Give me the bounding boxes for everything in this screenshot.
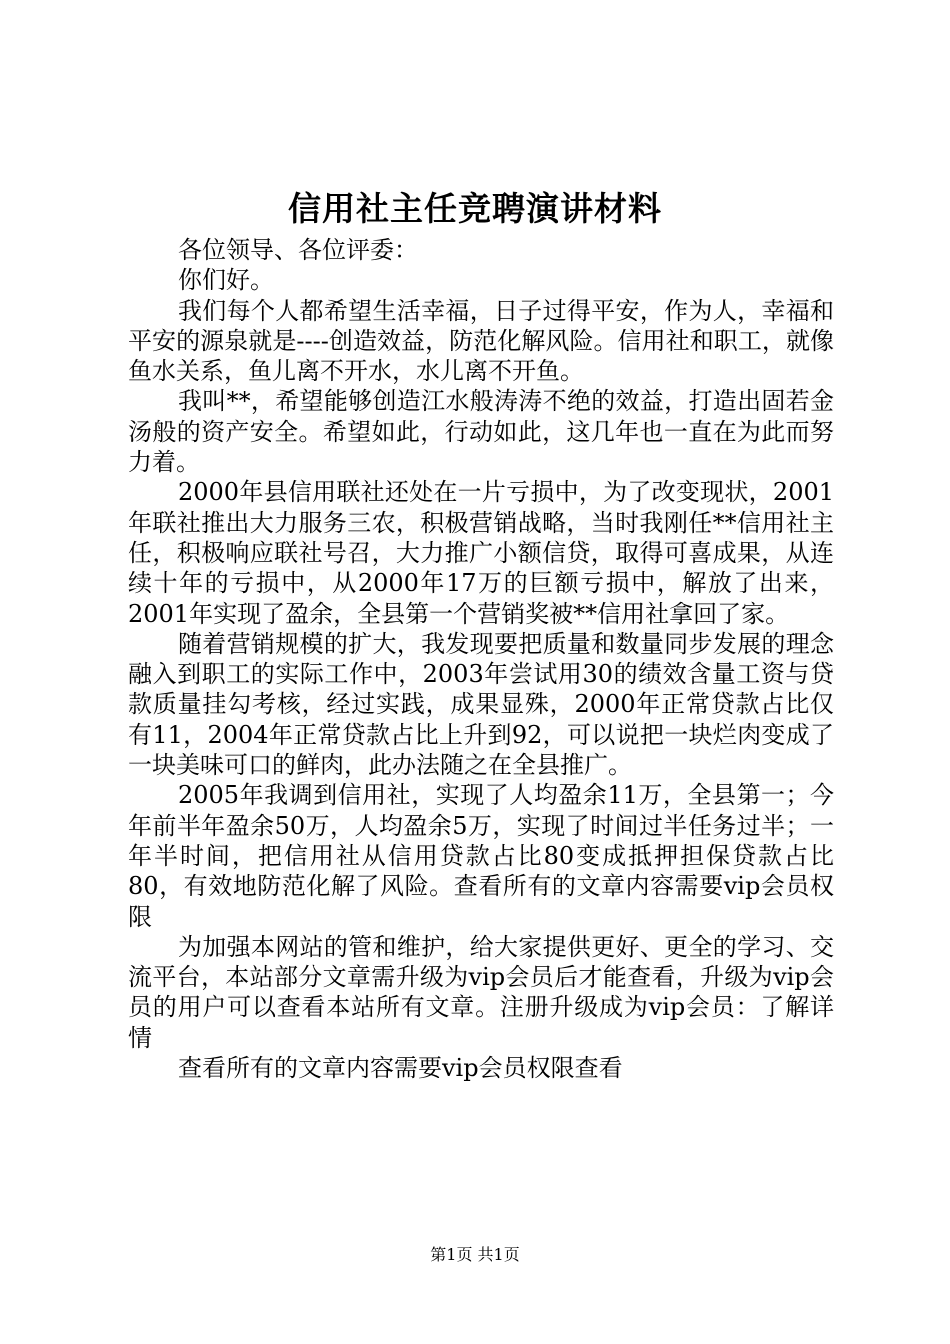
document-title: 信用社主任竞聘演讲材料 — [288, 189, 662, 228]
vip-notice-paragraph: 为加强本网站的管和维护，给大家提供更好、更全的学习、交流平台，本站部分文章需升级为vip会员后才能查看，升级为vip会员的用户可以查看本站所有文章。注册升级成为vip会员：了解详情 — [128, 932, 834, 1052]
salutation-paragraph: 各位领导、各位评委： — [178, 236, 418, 264]
body-paragraph: 我们每个人都希望生活幸福，日子过得平安，作为人，幸福和平安的源泉就是----创造效益，防范化解风险。信用社和职工，就像鱼水关系，鱼儿离不开水，水儿离不开鱼。 — [128, 296, 834, 386]
document-body — [128, 235, 834, 1083]
body-paragraph: 2005年我调到信用社，实现了人均盈余11万，全县第一；今年前半年盈余50万，人均盈余5万，实现了时间过半任务过半；一年半时间，把信用社从信用贷款占比80变成抵押担保贷款占比80，有效地防范化解了风险。查看所有的文章内容需要vip会员权限 — [128, 781, 834, 931]
greeting-paragraph: 你们好。 — [178, 266, 274, 295]
body-paragraph: 2000年县信用联社还处在一片亏损中，为了改变现状，2001年联社推出大力服务三农，积极营销战略，当时我刚任**信用社主任，积极响应联社号召，大力推广小额信贷，取得可喜成果，从连续十年的亏损中，从2000年17万的巨额亏损中，解放了出来，2001年实现了盈余，全县第一个营销奖被**信用社拿回了家。 — [128, 478, 834, 628]
body-paragraph: 我叫**，希望能够创造江水般涛涛不绝的效益，打造出固若金汤般的资产安全。希望如此，行动如此，这几年也一直在为此而努力着。 — [128, 387, 834, 477]
body-paragraph: 随着营销规模的扩大，我发现要把质量和数量同步发展的理念融入到职工的实际工作中，2003年尝试用30的绩效含量工资与贷款质量挂勾考核，经过实践，成果显殊，2000年正常贷款占比仅有11，2004年正常贷款占比上升到92，可以说把一块烂肉变成了一块美味可口的鲜肉，此办法随之在全县推广。 — [128, 629, 834, 780]
page-number-footer: 第1页 共1页 — [430, 1245, 520, 1264]
vip-link-paragraph: 查看所有的文章内容需要vip会员权限查看 — [178, 1054, 623, 1083]
